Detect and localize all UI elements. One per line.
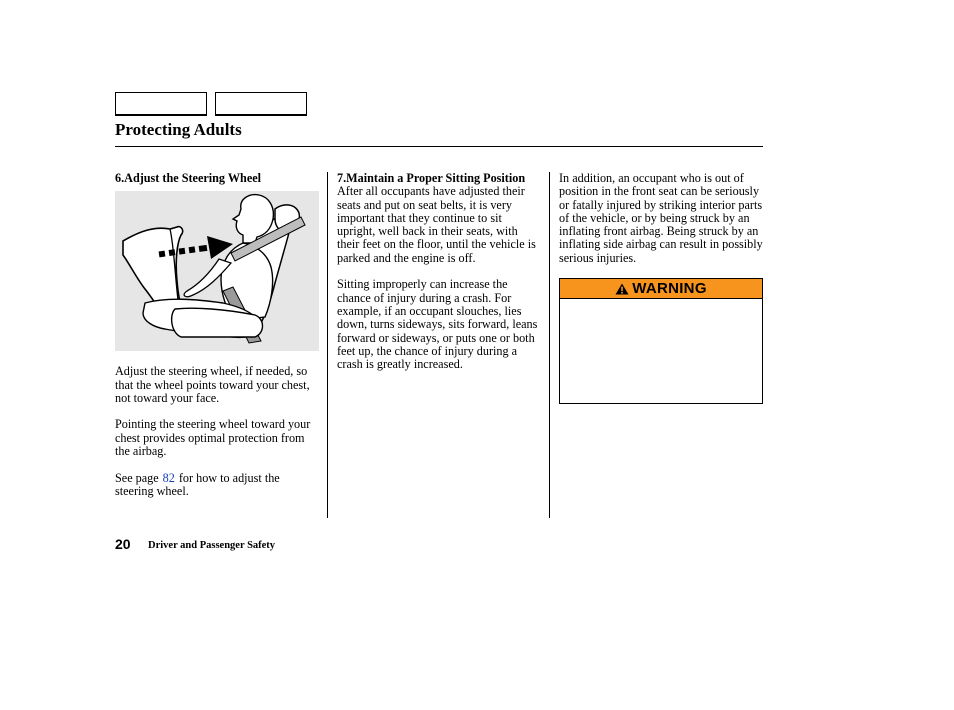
section-heading bbox=[337, 172, 540, 185]
paragraph: Pointing the steering wheel toward your chest provides optimal protection from the airbag. bbox=[115, 417, 311, 459]
column-divider bbox=[549, 172, 550, 518]
page-link[interactable]: 82 bbox=[162, 470, 175, 485]
page-number: 20 bbox=[115, 536, 131, 552]
column-divider bbox=[327, 172, 328, 518]
footer-section-label: Driver and Passenger Safety bbox=[148, 540, 276, 551]
steering-wheel-illustration bbox=[115, 191, 319, 351]
section-tab-box bbox=[215, 92, 307, 116]
section-heading: 6.Adjust the Steering Wheel bbox=[115, 171, 262, 185]
see-page-suffix: for how to adjust the steering wheel. bbox=[115, 470, 280, 498]
see-page-paragraph bbox=[115, 472, 320, 499]
section-tab-box bbox=[115, 92, 207, 116]
heading-number: 7. bbox=[337, 171, 347, 185]
column-sitting-position bbox=[337, 172, 540, 385]
paragraph: Adjust the steering wheel, if needed, so that the wheel points toward your chest, not toward your face. bbox=[115, 364, 310, 405]
title-divider bbox=[115, 146, 763, 147]
heading-text: Maintain a Proper Sitting Position bbox=[346, 171, 526, 185]
warning-label: WARNING bbox=[632, 280, 707, 298]
paragraph: After all occupants have adjusted their seats and put on seat belts, it is very important that they continue to sit upright, well back in their seats, with their feet on the floor, until the vehicle is parked and the engine is off. bbox=[337, 184, 536, 265]
paragraph: In addition, an occupant who is out of position in the front seat can be seriously or fatally injured by striking interior parts of the vehicle, or by being struck by an inflating front airbag. Being struck by an inflating side airbag can result in possibly serious injuries. bbox=[559, 171, 763, 265]
page-title: Protecting Adults bbox=[115, 120, 242, 139]
warning-box bbox=[559, 278, 763, 404]
warning-triangle-icon bbox=[615, 283, 629, 295]
column-steering-wheel bbox=[115, 172, 320, 512]
column-out-of-position bbox=[559, 172, 764, 404]
see-page-prefix: See page bbox=[115, 470, 159, 485]
paragraph: Sitting improperly can increase the chance of injury during a crash. For example, if an occupant slouches, lies down, turns sideways, sits forward, leans forward or sideways, or puts one or both feet up, the chance of injury during a crash is greatly increased. bbox=[337, 277, 538, 372]
warning-header bbox=[560, 279, 762, 299]
